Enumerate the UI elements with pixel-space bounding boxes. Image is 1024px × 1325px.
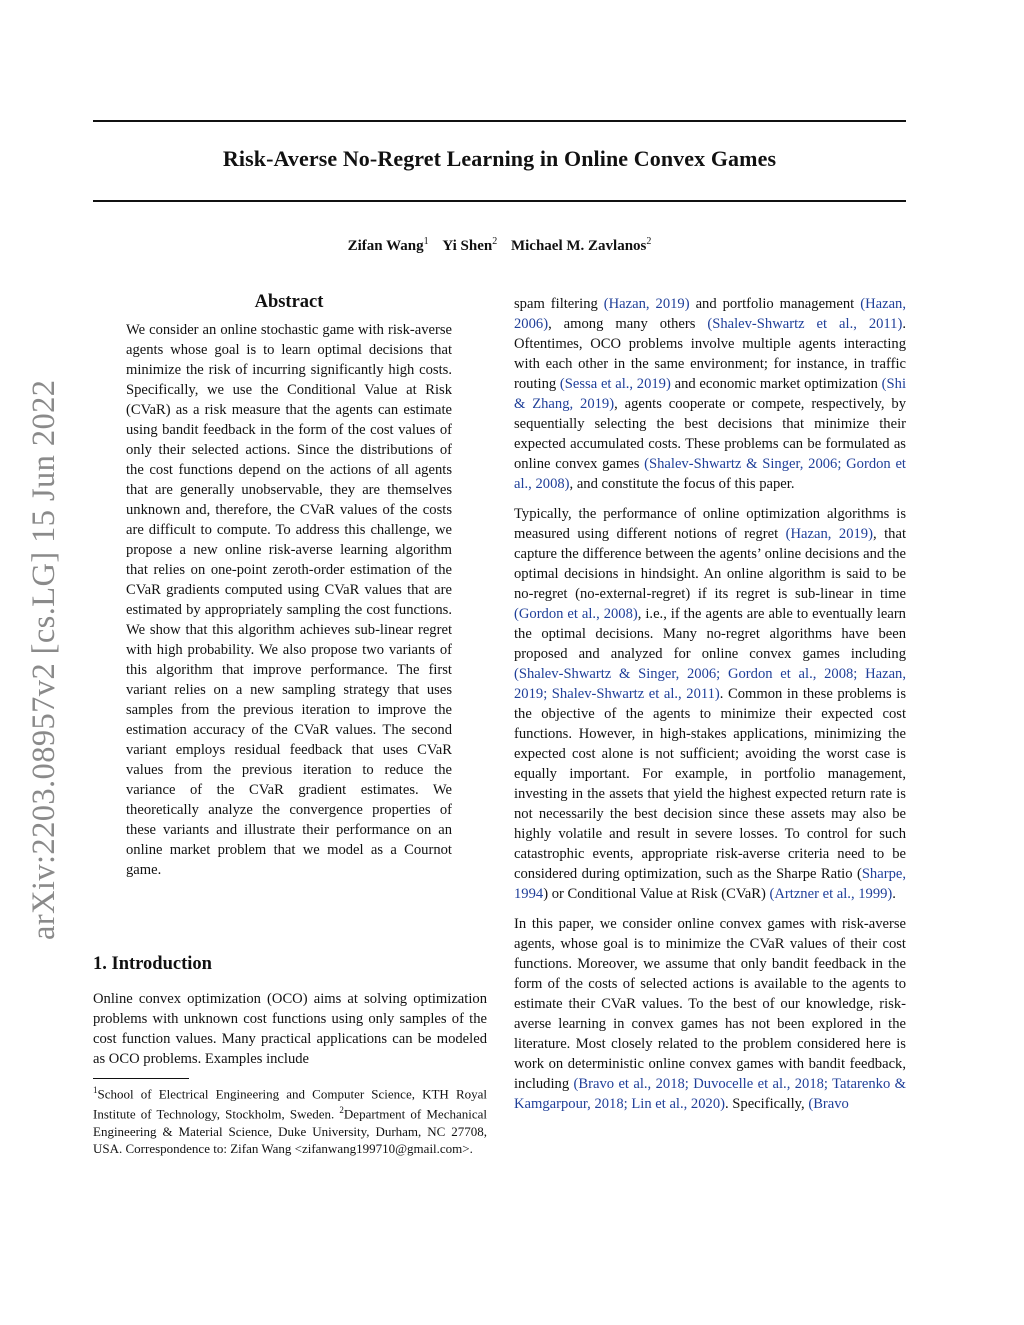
citation-link[interactable]: Sharpe, 1994 xyxy=(514,866,906,902)
citation-link[interactable]: (Shalev-Shwartz et al., 2011) xyxy=(707,316,903,332)
citation-link[interactable]: (Shi & Zhang, 2019) xyxy=(514,376,906,412)
author-2 xyxy=(442,238,497,254)
footnote-mark: 2 xyxy=(339,1105,344,1116)
paragraph: spam filtering (Hazan, 2019) and portfolio management (Hazan, 2006), among many others (Shalev-Shwartz et al., 2011). Oftentimes, OCO problems involve multiple agents interacting with each other in the same environment; for instance, in traffic routing (Sessa et al., 2019) and economic market optimization (Shi & Zhang, 2019), agents cooperate or compete, respectively, by sequentially selecting the best decisions that minimize their expected accumulated costs. These problems can be formulated as online convex games (Shalev-Shwartz & Singer, 2006; Gordon et al., 2008), and constitute the focus of this paper. xyxy=(514,296,906,492)
footnote-mark: 1 xyxy=(93,1085,98,1095)
citation-link[interactable]: (Sessa et al., 2019) xyxy=(559,376,671,392)
citation-link[interactable]: (Hazan, 2019) xyxy=(603,296,690,312)
author-1 xyxy=(348,238,429,254)
author-affiliation-mark: 2 xyxy=(646,236,652,247)
abstract-heading: Abstract xyxy=(254,292,324,312)
title-rule-top xyxy=(93,120,906,122)
footnote-divider xyxy=(93,1078,189,1079)
abstract-text: We consider an online stochastic game with risk-averse agents whose goal is to learn optimal decisions that minimize the risk of incurring significantly high costs. Specifically, we use the Conditional Value at Risk (CVaR) as a risk measure that the agents can estimate using bandit feedback in the form of the cost values of only their selected actions. Since the distributions of the cost functions depend on the actions of all agents that are generally unobservable, they are themselves unknown and, therefore, the CVaR values of the costs are difficult to compute. To address this challenge, we propose a new online risk-averse learning algorithm that relies on one-point zeroth-order estimation of the CVaR gradients computed using CVaR values that are estimated by appropriately sampling the cost functions. We show that this algorithm achieves sub-linear regret with high probability. We also propose two variants of this algorithm that improve performance. The first variant relies on a new sampling strategy that uses samples from the previous iteration to improve the estimation accuracy of the CVaR values. The second variant employs residual feedback that uses CVaR values from the previous iteration to reduce the variance of the CVaR gradient estimates. We theoretically analyze the convergence properties of these variants and illustrate their performance on an online market problem that we model as a Cournot game. xyxy=(126,322,452,878)
citation-link[interactable]: (Artzner et al., 1999) xyxy=(769,886,893,902)
citation-link[interactable]: (Shalev-Shwartz & Singer, 2006; Gordon et al., 2008; Hazan, 2019; Shalev-Shwartz et al., 2011) xyxy=(514,666,906,702)
author-affiliation-mark: 2 xyxy=(492,236,498,247)
paragraph: Typically, the performance of online optimization algorithms is measured using different notions of regret (Hazan, 2019), that capture the difference between the agents’ online decisions and the optimal decisions in hindsight. An online algorithm is said to be no-regret (no-external-regret) if its regret is sub-linear in time (Gordon et al., 2008), i.e., if the agents are able to eventually learn the optimal decisions. Many no-regret algorithms have been proposed and analyzed for online convex games including (Shalev-Shwartz & Singer, 2006; Gordon et al., 2008; Hazan, 2019; Shalev-Shwartz et al., 2011). Common in these problems is the objective of the agents to minimize their expected cost functions. However, in high-stakes applications, minimizing the expected cost alone is not sufficient; avoiding the worst case is equally important. For example, in portfolio management, investing in the assets that yield the highest expected return rate is not necessarily the best decision since these assets may also be highly volatile and result in severe losses. To control for such catastrophic events, appropriate risk-averse criteria need to be considered during optimization, such as the Sharpe Ratio (Sharpe, 1994) or Conditional Value at Risk (CVaR) (Artzner et al., 1999). xyxy=(514,506,906,902)
author-affiliation-mark: 1 xyxy=(423,236,429,247)
citation-link[interactable]: (Gordon et al., 2008) xyxy=(514,606,638,622)
introduction-text: Online convex optimization (OCO) aims at solving optimization problems with unknown cost functions using only samples of the cost function values. Many practical applications can be modeled as OCO problems. Examples include xyxy=(93,991,487,1067)
citation-link[interactable]: (Shalev-Shwartz & Singer, 2006; Gordon et al., 2008) xyxy=(514,456,906,492)
affiliation-footnote xyxy=(93,1082,487,1157)
citation-link[interactable]: (Hazan, 2019) xyxy=(785,526,873,542)
citation-link[interactable]: (Bravo et al., 2018; Duvocelle et al., 2018; Tatarenko & Kamgarpour, 2018; Lin et al., 2020) xyxy=(514,1076,906,1112)
title-rule-bottom xyxy=(93,200,906,202)
citation-link[interactable]: (Hazan, 2006) xyxy=(514,296,906,332)
citation-link[interactable]: (Bravo xyxy=(808,1096,849,1112)
paper-title: Risk-Averse No-Regret Learning in Online Convex Games xyxy=(222,146,777,171)
right-column-text xyxy=(514,294,906,1124)
author-name: Michael M. Zavlanos xyxy=(510,238,647,254)
arxiv-identifier-stamp: arXiv:2203.08957v2 [cs.LG] 15 Jun 2022 xyxy=(26,379,62,940)
paragraph: In this paper, we consider online convex games with risk-averse agents, whose goal is to minimize the CVaR values of their cost functions. Moreover, we assume that only bandit feedback in the form of the costs of selected actions is available to the agents to estimate their CVaR values. To the best of our knowledge, risk-averse learning in convex games has not been explored in the literature. Most closely related to the problem considered here is work on deterministic online convex games with bandit feedback, including (Bravo et al., 2018; Duvocelle et al., 2018; Tatarenko & Kamgarpour, 2018; Lin et al., 2020). Specifically, (Bravo xyxy=(514,916,906,1112)
author-list xyxy=(93,236,906,255)
introduction-heading: 1. Introduction xyxy=(93,954,212,974)
footnote-affiliation-2: Department of Mechanical Engineering & Material Science, Duke University, Durham, NC 27708, USA. Correspondence to: Zifan Wang <zifanwang199710@gmail.com>. xyxy=(93,1106,487,1156)
author-name: Zifan Wang xyxy=(347,238,424,254)
author-3 xyxy=(511,238,651,254)
footnote-affiliation-1: School of Electrical Engineering and Computer Science, KTH Royal Institute of Technology, Stockholm, Sweden. xyxy=(93,1086,487,1122)
author-name: Yi Shen xyxy=(442,238,493,254)
